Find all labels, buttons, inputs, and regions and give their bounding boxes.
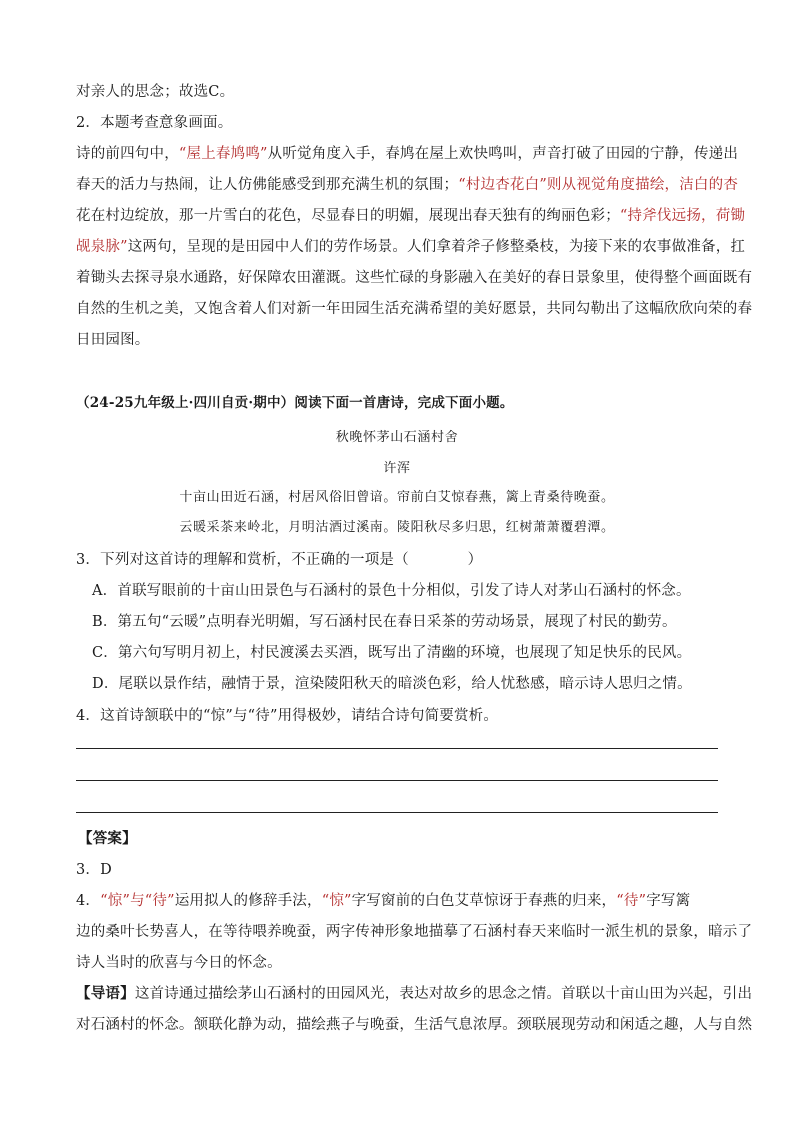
text-span: 对石涵村的怀念。颔联化静为动，描绘燕子与晚蚕，生活气息浓厚。颈联展现劳动和闲适之趣，人与自然: [76, 1017, 753, 1033]
text-span: （24-25九年级上·四川自贡·期中）阅读下面一首唐诗，完成下面小题。: [76, 395, 514, 411]
text-span: 3．D: [76, 862, 112, 878]
q3-option-c: [92, 641, 737, 662]
text-span: A．首联写眼前的十亩山田景色与石涵村的景色十分相似，引发了诗人对茅山石涵村的怀念。: [92, 583, 691, 599]
answer-4-line: [76, 889, 721, 910]
q2-answer-para-line: [76, 235, 746, 256]
text-span: 对亲人的思念；故选C。: [76, 84, 235, 100]
quote-highlight: “惊”: [321, 893, 352, 909]
q2-answer-para-line: [76, 297, 753, 318]
answer-prev-line: [76, 80, 721, 101]
q2-answer-para-line: [76, 328, 721, 349]
text-span: 字写篱: [646, 893, 691, 909]
q3-option-b: [92, 610, 737, 631]
q2-answer-para-line: [76, 204, 746, 225]
answer-4-line: [76, 951, 721, 972]
quote-highlight: “屋上春鸠鸣”: [178, 146, 268, 162]
text-span: 4．: [76, 893, 101, 909]
text-span: 字写窗前的白色艾草惊讶于春燕的归来，: [351, 893, 617, 909]
quote-highlight: “村边杏花白”则从视觉角度描绘，洁白的杏: [458, 177, 739, 193]
text-span: 自然的生机之美，又饱含着人们对新一年田园生活充满希望的美好愿景，共同勾勒出了这幅欣欣向荣的春: [76, 301, 753, 317]
text-span: 这两句，呈现的是田园中人们的劳作场景。人们拿着斧子修整桑枝，为接下来的农事做准备，扛: [127, 239, 746, 255]
poem-line: [0, 486, 794, 505]
text-span: 边的桑叶长势喜人，在等待喂养晚蚕，两字传神形象地描摹了石涵村春天来临时一派生机的景象，暗示了: [76, 924, 753, 940]
text-span: 2．本题考查意象画面。: [76, 115, 233, 131]
guide-line: [76, 1013, 753, 1034]
quote-highlight: “持斧伐远扬，荷锄: [619, 208, 746, 224]
text-span: 日田园图。: [76, 332, 150, 348]
text-span: C．第六句写明月初上，村民渡溪去买酒，既写出了清幽的环境，也展现了知足快乐的民风。: [92, 645, 692, 661]
question-3: [76, 548, 721, 569]
answer-blank-line[interactable]: [76, 748, 718, 749]
text-span: 秋晚怀茅山石涵村舍: [335, 430, 459, 445]
q2-answer-heading: [76, 111, 721, 132]
text-span: 云暖采茶来岭北，月明沽酒过溪南。陵阳秋尽多归思，红树萧萧覆碧潭。: [179, 520, 615, 535]
text-span: 春天的活力与热闹，让人仿佛能感受到那充满生机的氛围；: [76, 177, 459, 193]
guide-line: [76, 982, 753, 1003]
q3-option-a: [92, 579, 737, 600]
text-span: 十亩山田近石涵，村居风俗旧曾谙。帘前白艾惊春燕，篱上青桑待晚蚕。: [179, 490, 615, 505]
quote-highlight: 觇泉脉”: [76, 239, 128, 255]
quote-highlight: “惊”与“待”: [100, 893, 175, 909]
text-span: 【答案】: [78, 830, 137, 847]
q2-answer-para-line: [76, 173, 739, 194]
text-span: 着锄头去探寻泉水通路，好保障农田灌溉。这些忙碌的身影融入在美好的春日景象里，使得整个画面既有: [76, 270, 753, 286]
q3-option-d: [92, 672, 737, 693]
answer-blank-line[interactable]: [76, 812, 718, 813]
text-span: 花在村边绽放，那一片雪白的花色，尽显春日的明媚，展现出春天独有的绚丽色彩；: [76, 208, 620, 224]
answer-label: [78, 827, 723, 848]
question-set-heading: [76, 391, 721, 411]
text-span: B．第五句“云暖”点明春光明媚，写石涵村民在春日采茶的劳动场景，展现了村民的勤劳。: [92, 614, 677, 630]
text-span: 许浑: [383, 461, 411, 476]
poem-title: [0, 426, 794, 445]
answer-4-line: [76, 920, 753, 941]
text-span: 诗人当时的欣喜与今日的怀念。: [76, 955, 282, 971]
text-span: 这首诗通过描绘茅山石涵村的田园风光，表达对故乡的思念之情。首联以十亩山田为兴起，引出: [134, 986, 753, 1002]
q2-answer-para-line: [76, 142, 739, 163]
text-span: 4．这首诗颔联中的“惊”与“待”用得极妙，请结合诗句简要赏析。: [76, 708, 499, 724]
text-span: 诗的前四句中，: [76, 146, 179, 162]
question-4: [76, 704, 721, 725]
poem-line: [0, 516, 794, 535]
poem-author: [0, 457, 794, 476]
text-span: 从听觉角度入手，春鸠在屋上欢快鸣叫，声音打破了田园的宁静，传递出: [267, 146, 739, 162]
q2-answer-para-line: [76, 266, 753, 287]
quote-highlight: “待”: [616, 893, 647, 909]
text-span: 运用拟人的修辞手法，: [174, 893, 322, 909]
text-span: D．尾联以景作结，融情于景，渲染陵阳秋天的暗淡色彩，给人忧愁感，暗示诗人思归之情。: [92, 676, 692, 692]
answer-blank-line[interactable]: [76, 780, 718, 781]
text-span: 3．下列对这首诗的理解和赏析，不正确的一项是（ ）: [76, 552, 483, 568]
guide-label: 【导语】: [76, 985, 135, 1002]
answer-3: [76, 858, 721, 879]
